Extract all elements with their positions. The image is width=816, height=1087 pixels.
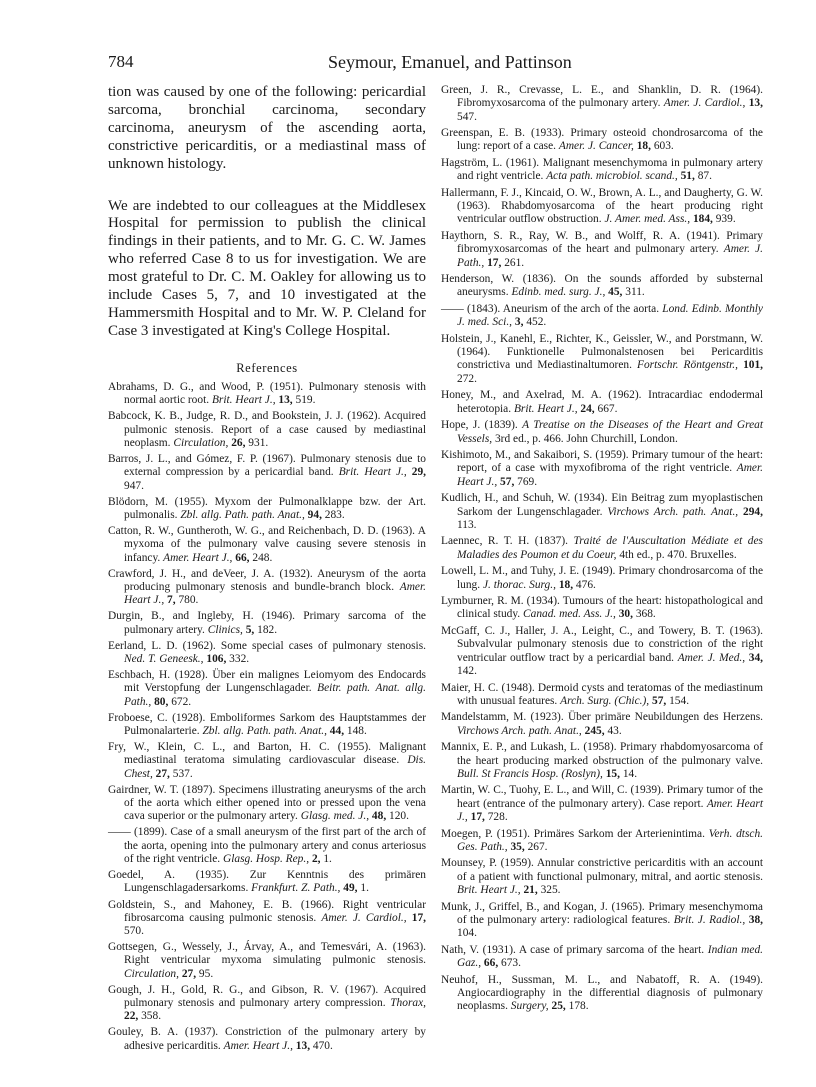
reference-text: Gough, J. H., Gold, R. G., and Gibson, R. V. (1967). Acquired pulmonary stenosis and pulmonary artery compression. [108,983,426,1010]
reference-volume: 13, [278,394,293,407]
reference-text: —— (1843). Aneurism of the arch of the aorta. [441,303,660,316]
right-column [441,84,763,1017]
reference-journal: Amer. Heart J., [124,580,426,607]
reference-text: Lowell, L. M., and Tuhy, J. E. (1949). Primary chondrosarcoma of the lung. [441,565,763,591]
reference-journal: Indian med. Gaz., [457,943,763,969]
reference-pages: 470. [312,1039,333,1052]
reference-journal: Acta path. microbiol. scand., [546,170,678,183]
reference-entry [108,410,426,450]
reference-entry [108,525,426,565]
reference-volume: 21, [523,883,538,896]
reference-text: Nath, V. (1931). A case of primary sarcoma of the heart. [441,943,705,956]
reference-entry [441,741,763,781]
reference-volume: 18, [558,578,574,591]
reference-volume: 7, [167,594,176,607]
reference-text: Greenspan, E. B. (1933). Primary osteoid chondrosarcoma of the lung: report of a case. [441,127,763,153]
reference-journal: Frankfurt. Z. Path., [251,882,341,895]
reference-journal: Amer. Heart J., [457,462,763,488]
reference-journal: Amer. J. Path., [457,243,763,269]
references-list-right [441,84,763,1013]
reference-entry [108,496,426,523]
reference-entry [441,187,763,227]
reference-text: Haythorn, S. R., Ray, W. B., and Wolff, R. A. (1941). Primary fibromyxosarcomas of the heart and pulmonary artery. [441,230,763,256]
reference-text: Fry, W., Klein, C. L., and Barton, H. C. (1955). Malignant mediastinal teratoma simulating cardiovascular disease. [108,741,426,767]
page-number: 784 [108,52,134,71]
reference-journal: Traité de l'Auscultation Médiate et des Maladies des Poumon et du Coeur, [457,535,763,561]
references-list-left [108,381,426,1053]
reference-volume: 106, [206,653,227,666]
reference-text: Abrahams, D. G., and Wood, P. (1951). Pulmonary stenosis with normal aortic root. [108,381,426,407]
reference-pages: 603. [653,140,674,153]
reference-volume: 3, [514,316,524,329]
reference-journal: Brit. Heart J., [513,402,578,415]
reference-text: Goldstein, S., and Mahoney, E. B. (1966). Right ventricular fibrosarcoma causing pulmonic stenosis. [108,898,426,924]
reference-journal: J. thorac. Surg., [482,578,556,591]
reference-journal: Brit. J. Radiol., [673,913,746,926]
reference-pages: 673. [501,956,521,969]
reference-volume: 66, [483,956,499,969]
reference-volume: 25, [551,1000,566,1013]
reference-text: Durgin, B., and Ingleby, H. (1946). Primary sarcoma of the pulmonary artery. [108,610,426,636]
reference-journal: Glasg. Hosp. Rep., [223,852,310,865]
reference-journal: Surgery, [510,1000,549,1013]
reference-journal: Amer. Heart J., [223,1039,293,1052]
running-header [108,52,728,74]
reference-entry [108,640,426,667]
reference-volume: 5, [245,623,255,636]
reference-text: Honey, M., and Axelrad, M. A. (1962). Intracardiac endodermal heterotopia. [441,389,763,415]
reference-entry [441,303,763,330]
reference-journal: Arch. Surg. (Chic.), [560,694,650,707]
reference-pages: 178. [568,1000,589,1013]
reference-text: Goedel, A. (1935). Zur Kenntnis des primären Lungenschlagadersarkoms. [108,869,426,895]
reference-volume: 94, [307,508,322,521]
reference-text: Mandelstamm, M. (1923). Über primäre Neubildungen des Herzens. [441,711,763,724]
reference-volume: 57, [652,694,667,707]
reference-volume: 26, [231,436,246,449]
reference-volume: 22, [124,1010,139,1023]
reference-volume: 80, [154,695,169,708]
reference-journal: Amer. J. Cardiol., [663,97,746,110]
reference-pages: 120. [389,810,409,823]
reference-entry [441,157,763,184]
reference-volume: 49, [343,882,358,895]
reference-entry [441,535,763,562]
reference-pages: 452. [526,316,547,329]
reference-entry [108,453,426,493]
reference-volume: 101, [743,359,763,372]
reference-pages: 325. [540,883,561,896]
reference-entry [441,127,763,154]
reference-volume: 2, [311,852,321,865]
reference-entry [441,492,763,532]
reference-text: —— (1899). Case of a small aneurysm of the first part of the arch of the aorta, opening into the pulmonary artery and conus arteriosus of the right ventricle. [108,826,426,865]
reference-entry [441,449,763,489]
reference-entry [441,857,763,897]
reference-volume: 15, [605,767,620,780]
reference-text: Hagström, L. (1961). Malignant mesenchymoma in pulmonary artery and right ventricle. [441,157,763,183]
reference-text: McGaff, C. J., Haller, J. A., Leight, C., and Towery, B. T. (1963). Subvalvular pulmonary stenosis due to constriction of the right ventricular outflow tract by a pericardial band. [441,625,763,664]
reference-entry [441,625,763,678]
reference-journal: Zbl. allg. Path. path. Anat., [180,508,305,521]
reference-entry [441,784,763,824]
reference-text: Kishimoto, M., and Sakaibori, S. (1959). Primary tumour of the heart: report, of a case with myxofibroma of the right ventricle. [441,449,763,475]
reference-text: Hope, J. (1839). [441,419,518,432]
reference-entry [441,944,763,971]
reference-entry [441,565,763,592]
reference-journal: Dis. Chest, [124,754,426,780]
reference-entry [441,595,763,622]
reference-entry [441,273,763,300]
reference-journal: Amer. J. Med., [677,651,746,664]
reference-volume: 29, [411,466,427,479]
reference-pages: 87. [697,170,712,183]
reference-journal: Virchows Arch. path. Anat., [457,724,582,737]
reference-pages: 182. [257,623,278,636]
conclusion-paragraph: tion was caused by one of the following: pericardial sarcoma, bronchial carcinoma, secondary carcinoma, aneurysm of the ascending aorta, constrictive pericarditis, or a mediastinal mass of unknown histology. [108,84,426,172]
reference-text: Gouley, B. A. (1937). Constriction of the pulmonary artery by adhesive pericarditis. [108,1026,426,1052]
reference-volume: 34, [748,651,763,664]
reference-pages: 769. [517,475,538,488]
reference-journal: Beitr. path. Anat. allg. Path., [124,682,426,708]
reference-pages: 570. [124,925,144,937]
reference-volume: 35, [510,840,525,853]
reference-volume: 294, [743,505,763,518]
reference-text: Blödorn, M. (1955). Myxom der Pulmonalklappe bzw. der Art. pulmonalis. [108,495,426,521]
left-column [108,84,426,1056]
reference-pages: 3rd ed., p. 466. John Churchill, London. [494,432,678,445]
reference-journal: Amer. Heart J., [457,797,763,823]
reference-journal: Lond. Edinb. Monthly J. med. Sci., [457,303,763,329]
reference-journal: Bull. St Francis Hosp. (Roslyn), [457,767,603,780]
reference-entry [441,389,763,416]
reference-pages: 261. [504,256,525,269]
reference-text: Barros, J. L., and Gómez, F. P. (1967). Pulmonary stenosis due to external compression by a pericardial band. [108,453,426,479]
reference-text: Munk, J., Griffel, B., and Kogan, J. (1965). Primary mesenchymoma of the pulmonary artery: radiological features. [441,900,763,926]
reference-pages: 728. [487,810,508,823]
reference-text: Henderson, W. (1836). On the sounds afforded by substernal aneurysms. [441,273,763,299]
reference-pages: 267. [527,840,548,853]
reference-entry [108,826,426,866]
reference-text: Moegen, P. (1951). Primäres Sarkom der Arterienintima. [441,827,705,840]
reference-pages: 358. [141,1010,162,1023]
reference-entry [441,419,763,446]
running-head-authors: Seymour, Emanuel, and Pattinson [328,52,572,72]
reference-pages: 4th ed., p. 470. Bruxelles. [619,548,737,561]
reference-pages: 113. [457,518,477,531]
reference-entry [441,901,763,941]
reference-text: Neuhof, H., Sussman, M. L., and Nabatoff, R. A. (1949). Angiocardiography in the differential diagnosis of pulmonary neoplasms. [441,973,763,1013]
reference-entry [441,84,763,124]
reference-journal: Clinics, [207,623,243,636]
reference-journal: Glasg. med. J., [300,810,370,823]
reference-pages: 248. [252,551,273,564]
reference-pages: 368. [635,608,656,621]
reference-volume: 30, [618,608,633,621]
reference-pages: 519. [295,394,316,407]
reference-volume: 17, [470,810,485,823]
reference-entry [441,682,763,709]
reference-entry [108,784,426,824]
reference-journal: Amer. Heart J., [163,551,233,564]
reference-text: Catton, R. W., Guntheroth, W. G., and Reichenbach, D. D. (1963). A myxoma of the pulmonary valve causing severe stenosis in infancy. [108,525,426,564]
reference-pages: 283. [324,508,345,521]
reference-volume: 27, [181,967,197,980]
reference-entry [441,828,763,855]
reference-pages: 931. [248,436,269,449]
reference-journal: Brit. Heart J., [338,466,407,479]
reference-text: Holstein, J., Kanehl, E., Richter, K., Geissler, W., and Porstmann, W. (1964). Funktionelle Pulmonalstenosen bei Pericarditis constrictiva und Mediastinaltumoren. [441,332,763,372]
reference-entry [441,711,763,738]
reference-text: Laennec, R. T. H. (1837). [441,535,568,548]
reference-text: Green, J. R., Crevasse, L. E., and Shanklin, D. R. (1964). Fibromyxosarcoma of the pulmonary artery. [441,84,763,110]
reference-journal: Virchows Arch. path. Anat., [607,505,739,518]
reference-text: Mannix, E. P., and Lukash, L. (1958). Primary rhabdomyosarcoma of the heart producing marked obstruction of the pulmonary valve. [441,741,763,767]
reference-entry [108,381,426,408]
reference-pages: 667. [597,402,618,415]
reference-volume: 184, [692,213,713,226]
reference-text: Babcock, K. B., Judge, R. D., and Bookstein, J. J. (1962). Acquired pulmonic stenosis. Report of a case caused by mediastinal neoplasm. [108,410,426,449]
reference-entry [108,984,426,1024]
acknowledgements-paragraph: We are indebted to our colleagues at the Middlesex Hospital for permission to publish the clinical findings in their patients, and to Mr. G. C. W. James who referred Case 8 to us for investigation. We are most grateful to Dr. C. M. Oakley for allowing us to include Cases 5, 7, and 10 investigated at the Hammersmith Hospital and to Mr. W. P. Cleland for Case 3 investigated at King's College Hospital. [108,197,426,339]
reference-journal: J. Amer. med. Ass., [604,213,691,226]
reference-text: Martin, W. C., Tuohy, E. L., and Will, C. (1939). Primary tumor of the heart (entrance of the pulmonary artery). Case report. [441,784,763,810]
reference-entry [108,741,426,781]
reference-pages: 142. [457,664,477,677]
reference-text: Kudlich, H., and Schuh, W. (1934). Ein Beitrag zum myoplastischen Sarkom der Lungenschlagader. [441,492,763,518]
reference-volume: 66, [235,551,250,564]
reference-entry [108,869,426,896]
reference-pages: 148. [346,725,367,738]
reference-pages: 311. [625,286,645,299]
reference-volume: 18, [636,140,651,153]
reference-text: Crawford, J. H., and deVeer, J. A. (1932). Aneurysm of the aorta producing pulmonary stenosis and bundle-branch block. [108,567,426,593]
reference-journal: Ned. T. Geneesk., [124,653,204,666]
reference-entry [441,230,763,270]
reference-volume: 245, [584,724,605,737]
reference-pages: 1. [323,852,332,865]
reference-volume: 17, [487,256,502,269]
reference-pages: 547. [457,110,477,123]
reference-pages: 476. [575,578,596,591]
reference-volume: 38, [748,913,763,926]
reference-pages: 14. [622,767,638,780]
reference-volume: 45, [608,286,623,299]
reference-entry [108,610,426,637]
reference-volume: 27, [155,767,170,780]
reference-journal: Brit. Heart J., [457,883,521,896]
reference-pages: 272. [457,372,477,385]
reference-text: Gairdner, W. T. (1897). Specimens illustrating aneurysms of the arch of the aorta which either opened into or pressed upon the vena cava superior or the pulmonary artery. [108,783,426,823]
reference-volume: 44, [329,725,345,738]
reference-journal: Canad. med. Ass. J., [523,608,616,621]
reference-pages: 1. [360,882,369,895]
reference-entry [108,899,426,939]
reference-pages: 154. [669,694,690,707]
reference-journal: Brit. Heart J., [211,394,276,407]
reference-journal: Zbl. allg. Path. path. Anat., [202,725,327,738]
reference-text: Froboese, C. (1928). Emboliformes Sarkom des Hauptstammes der Pulmonalarterie. [108,711,426,738]
reference-pages: 780. [178,594,199,607]
reference-text: Hallermann, F. J., Kincaid, O. W., Brown, A. L., and Daugherty, G. W. (1963). Rhabdomyosarcoma of the heart producing right ventricular outflow obstruction. [441,186,763,226]
reference-text: Eschbach, H. (1928). Über ein malignes Leiomyom des Endocards mit Verstopfung der Lungenschlagader. [108,669,426,695]
reference-journal: Circulation, [124,967,179,980]
reference-text: Eerland, L. D. (1962). Some special cases of pulmonary stenosis. [108,639,426,652]
reference-entry [108,1026,426,1053]
reference-journal: Thorax, [390,997,426,1010]
reference-journal: Amer. J. Cardiol., [321,911,407,924]
reference-text: Gottsegen, G., Wessely, J., Árvay, A., and Temesvári, A. (1963). Right ventricular myxoma simulating pulmonic stenosis. [108,941,426,967]
reference-entry [108,941,426,981]
reference-volume: 13, [295,1039,311,1052]
reference-pages: 95. [198,967,214,980]
reference-pages: 332. [229,653,250,666]
reference-volume: 48, [371,810,387,823]
reference-pages: 672. [171,695,192,708]
reference-text: Maier, H. C. (1948). Dermoid cysts and teratomas of the mediastinum with unusual features. [441,681,763,707]
reference-volume: 17, [411,911,426,924]
reference-pages: 104. [457,927,477,940]
reference-journal: Fortschr. Röntgenstr., [637,359,738,372]
reference-entry [108,568,426,608]
reference-journal: A Treatise on the Diseases of the Heart and Great Vessels, [457,419,763,445]
reference-text: Mounsey, P. (1959). Annular constrictive pericarditis with an account of a patient with functional pulmonary, mitral, and aortic stenosis. [441,857,763,883]
reference-pages: 947. [124,479,144,492]
reference-volume: 51, [680,170,695,183]
reference-pages: 43. [607,724,622,737]
reference-entry [441,333,763,386]
reference-volume: 13, [748,97,763,110]
reference-volume: 24, [580,402,595,415]
reference-journal: Verh. dtsch. Ges. Path., [457,827,763,853]
reference-journal: Amer. J. Cancer, [558,140,634,153]
reference-entry [108,712,426,739]
reference-pages: 537. [172,767,193,780]
reference-entry [108,669,426,709]
reference-entry [441,974,763,1014]
reference-journal: Circulation, [173,436,229,449]
reference-pages: 939. [715,213,736,226]
reference-text: Lymburner, R. M. (1934). Tumours of the heart: histopathological and clinical study. [441,595,763,621]
reference-volume: 57, [500,475,515,488]
references-heading: References [236,360,298,375]
reference-journal: Edinb. med. surg. J., [511,286,606,299]
